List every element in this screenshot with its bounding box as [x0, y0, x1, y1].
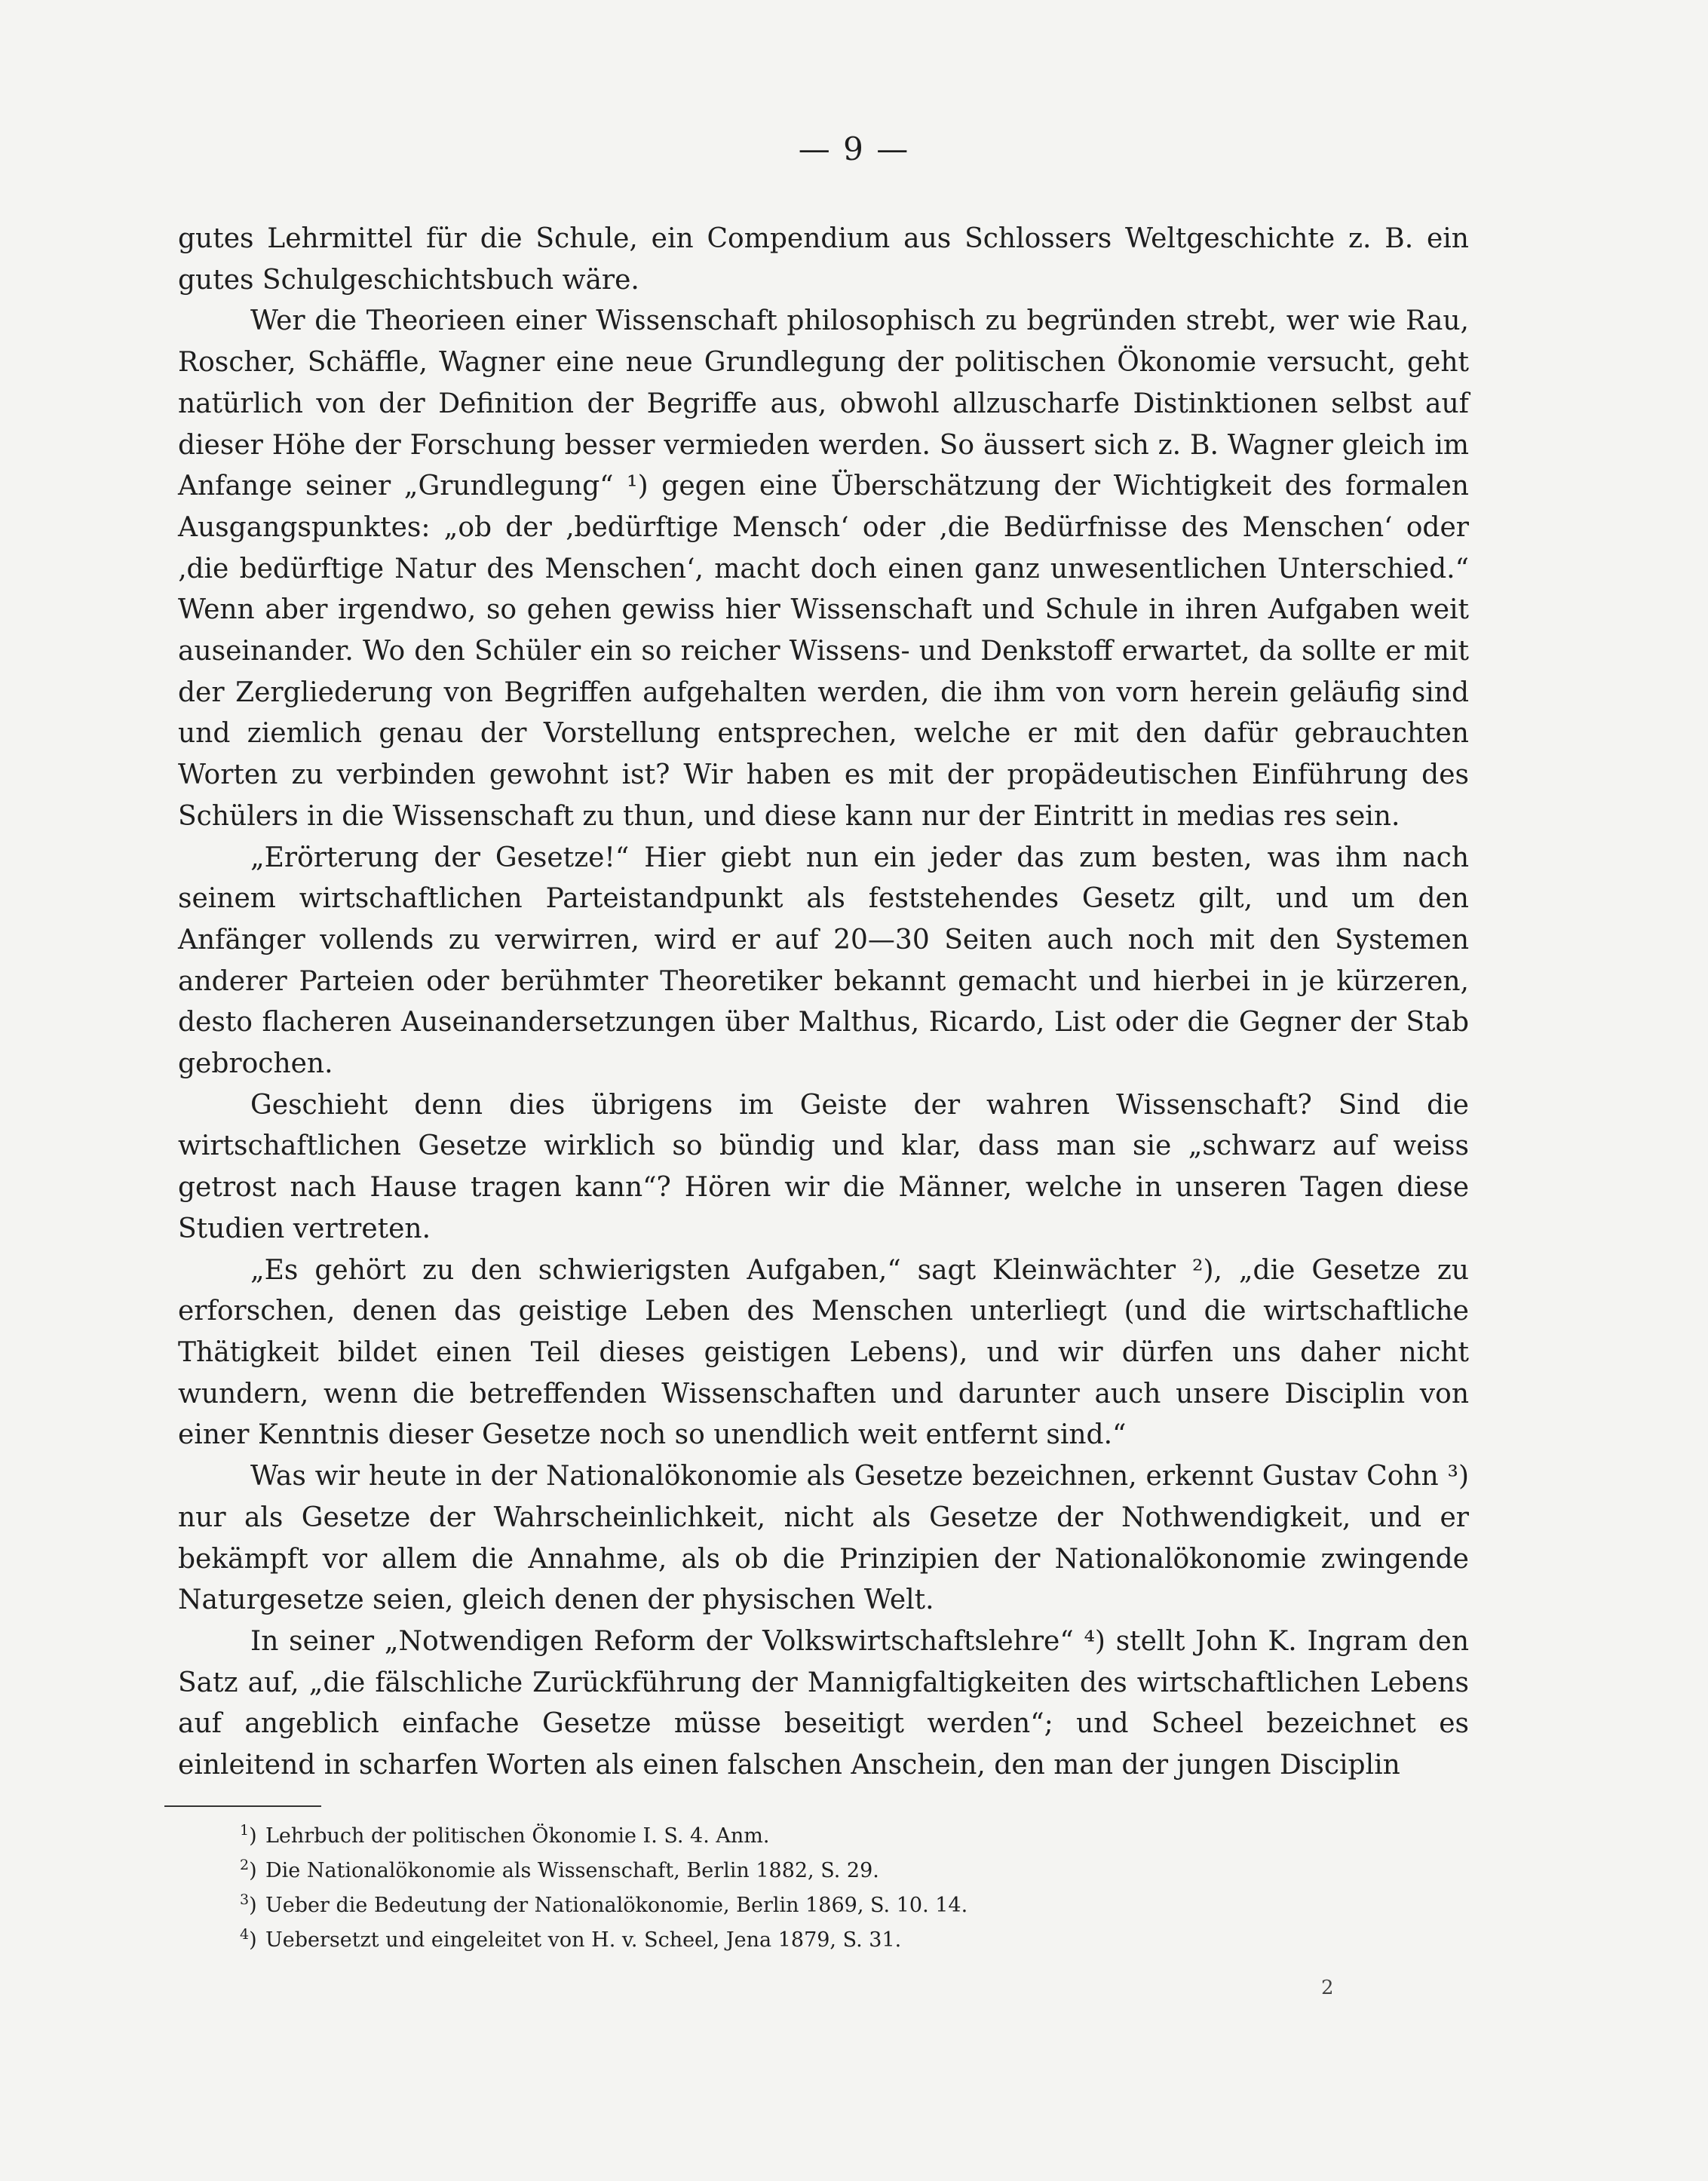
footnote [240, 1816, 1371, 1851]
paragraph: Was wir heute in der Nationalökonomie als Gesetze bezeichnen, erkennt Gustav Cohn ³) nur als Gesetze der Wahrscheinlichkeit, nicht als Gesetze der Nothwendigkeit, und er bekämpft vor allem die Annahme, als ob die Prinzipien der Nationalökonomie zwingende Naturgesetze seien, gleich denen der physischen Welt. [178, 1461, 1469, 1616]
paragraph: „Es gehört zu den schwierigsten Aufgaben,“ sagt Kleinwächter ²), „die Gesetze zu erforschen, denen das geistige Leben des Menschen unterliegt (und die wirtschaftliche Thätigkeit bildet einen Teil dieses geistigen Lebens), und wir dürfen uns daher nicht wundern, wenn die betreffenden Wissenschaften und darunter auch unsere Disciplin von einer Kenntnis dieser Gesetze noch so unendlich weit entfernt sind.“ [178, 1254, 1469, 1451]
footnote-text: Die Nationalökonomie als Wissenschaft, Berlin 1882, S. 29. [265, 1859, 879, 1882]
footnote-marker: $^1$) [240, 1822, 257, 1848]
paragraph: Geschieht denn dies übrigens im Geiste der wahren Wissenschaft? Sind die wirtschaftlichen Gesetze wirklich so bündig und klar, dass man sie „schwarz auf weiss getrost nach Hause tragen kann“? Hören wir die Männer, welche in unseren Tagen diese Studien vertreten. [178, 1089, 1469, 1244]
footnote-text: Uebersetzt und eingeleitet von H. v. Scheel, Jena 1879, S. 31. [265, 1928, 902, 1952]
paragraph: gutes Lehrmittel für die Schule, ein Compendium aus Schlossers Weltgeschichte z. B. ein gutes Schulgeschichtsbuch wäre. [178, 223, 1469, 296]
page-number: — 9 — [798, 130, 910, 167]
footnote-text: Ueber die Bedeutung der Nationalökonomie, Berlin 1869, S. 10. 14. [265, 1894, 968, 1917]
paragraph: In seiner „Notwendigen Reform der Volkswirtschaftslehre“ ⁴) stellt John K. Ingram den Satz auf, „die fälschliche Zurückführung der Mannigfaltigkeiten des wirtschaftlichen Lebens auf angeblich einfache Gesetze müsse beseitigt werden“; und Scheel bezeichnet es einleitend in scharfen Worten als einen falschen Anschein, den man der jungen Disciplin [178, 1625, 1469, 1781]
footnotes [240, 1816, 1371, 1955]
footnote-marker: $^3$) [240, 1891, 257, 1917]
body-text [178, 219, 1469, 1787]
signature-mark: 2 [1321, 1977, 1334, 1999]
footnote-text: Lehrbuch der politischen Ökonomie I. S. 4. Anm. [265, 1824, 770, 1848]
footnote-marker: $^4$) [240, 1926, 257, 1952]
footnote-marker: $^2$) [240, 1857, 257, 1882]
footnote-divider [164, 1805, 321, 1807]
paragraph: Wer die Theorieen einer Wissenschaft philosophisch zu begründen strebt, wer wie Rau, Roscher, Schäffle, Wagner eine neue Grundlegung der politischen Ökonomie versucht, geht natürlich von der Definition der Begriffe aus, obwohl allzuscharfe Distinktionen selbst auf dieser Höhe der Forschung besser vermieden werden. So äussert sich z. B. Wagner gleich im Anfange seiner „Grundlegung“ ¹) gegen eine Überschätzung der Wichtigkeit des formalen Ausgangspunktes: „ob der ‚bedürftige Mensch‘ oder ‚die Bedürfnisse des Menschen‘ oder ‚die bedürftige Natur des Menschen‘, macht doch einen ganz unwesentlichen Unterschied.“ Wenn aber irgendwo, so gehen gewiss hier Wissenschaft und Schule in ihren Aufgaben weit auseinander. Wo den Schüler ein so reicher Wissens- und Denkstoff erwartet, da sollte er mit der Zergliederung von Begriffen aufgehalten werden, die ihm von vorn herein geläufig sind und ziemlich genau der Vorstellung entsprechen, welche er mit den dafür gebrauchten Worten zu verbinden gewohnt ist? Wir haben es mit der propädeutischen Einführung des Schülers in die Wissenschaft zu thun, und diese kann nur der Eintritt in medias res sein. [178, 305, 1469, 832]
footnote [240, 1885, 1371, 1920]
paragraph: „Erörterung der Gesetze!“ Hier giebt nun ein jeder das zum besten, was ihm nach seinem wirtschaftlichen Parteistandpunkt als feststehendes Gesetz gilt, und um den Anfänger vollends zu verwirren, wird er auf 20—30 Seiten auch noch mit den Systemen anderer Parteien oder berühmter Theoretiker bekannt gemacht und hierbei in je kürzeren, desto flacheren Auseinandersetzungen über Malthus, Ricardo, List oder die Gegner der Stab gebrochen. [178, 842, 1469, 1080]
footnote [240, 1920, 1371, 1955]
footnote [240, 1851, 1371, 1885]
